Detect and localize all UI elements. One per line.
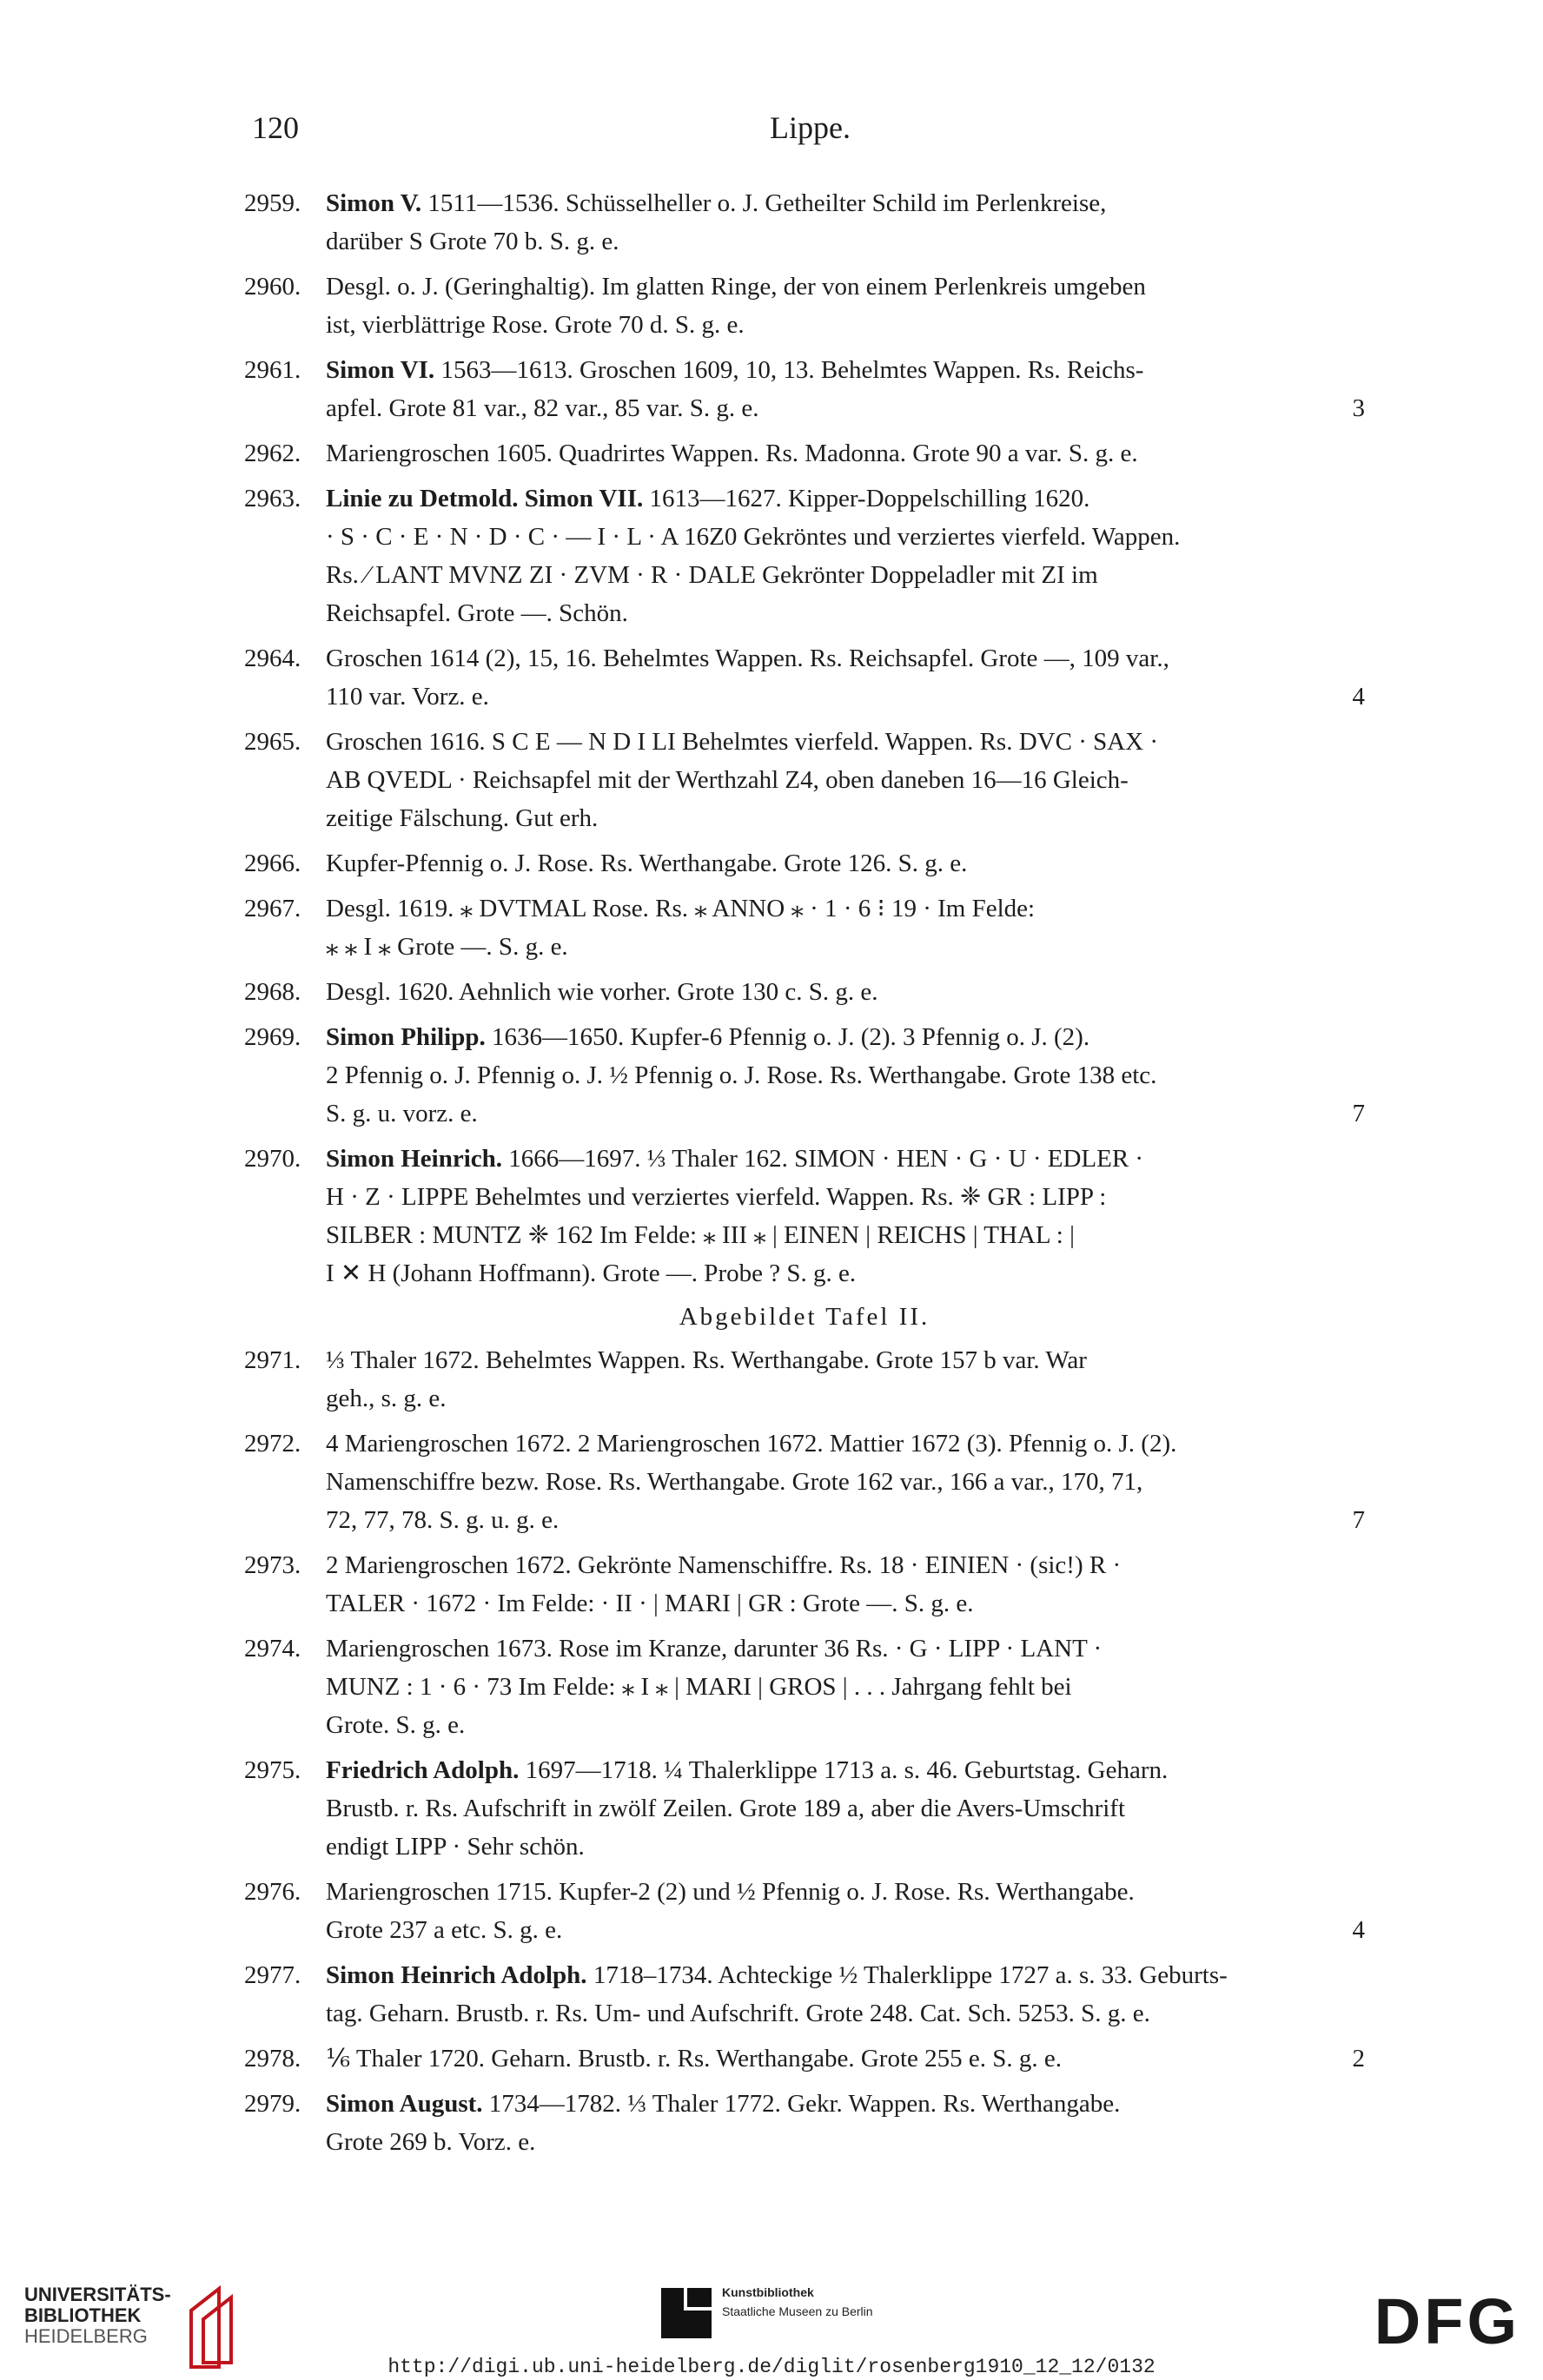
kunstbibliothek-name: Kunstbibliothek [722,2285,814,2299]
catalogue-entry [244,479,1365,632]
entry-line: ⅙ Thaler 1720. Geharn. Brustb. r. Rs. Werthangabe. Grote 255 e. S. g. e. 2 [326,2040,1365,2078]
entry-number: 2960. [244,273,301,301]
entry-line: Grote. S. g. e. [326,1711,466,1739]
entry-line: ⅓ Thaler 1672. Behelmtes Wappen. Rs. Werthangabe. Grote 157 b var. War [326,1346,1087,1374]
entry-text [326,973,1365,1011]
entry-line: Simon August. 1734—1782. ⅓ Thaler 1772. Gekr. Wappen. Rs. Werthangabe. [326,2090,1121,2118]
entry-price: 7 [1352,1506,1365,1534]
entry-number: 2961. [244,356,301,384]
entry-number: 2975. [244,1756,301,1784]
catalogue-entry [244,973,1365,1011]
entry-text [326,1630,1365,1744]
plate-reference: Abgebildet Tafel II. [679,1303,930,1331]
entry-line: Grote 269 b. Vorz. e. [326,2128,536,2156]
entry-number: 2964. [244,645,301,672]
entry-number: 2978. [244,2045,301,2073]
entry-line: I ✕ H (Johann Hoffmann). Grote —. Probe ? S. g. e. [326,1259,857,1287]
entry-line: Desgl. 1619. ⁎ DVTMAL Rose. Rs. ⁎ ANNO ⁎ · 1 · 6 ⁝ 19 · Im Felde: [326,895,1036,922]
entry-line: Groschen 1614 (2), 15, 16. Behelmtes Wappen. Rs. Reichsapfel. Grote —, 109 var., [326,645,1169,672]
catalogue-entry [244,434,1365,473]
entry-number: 2976. [244,1878,301,1906]
entry-text [326,844,1365,883]
entry-number: 2962. [244,440,301,467]
entry-text [326,1018,1365,1133]
entry-number: 2965. [244,728,301,756]
entry-line: SILBER : MUNTZ ❈ 162 Im Felde: ⁎ III ⁎ | EINEN | REICHS | THAL : | [326,1221,1075,1249]
entry-line: S. g. u. vorz. e. 7 [326,1094,1365,1133]
kunstbibliothek-mark-icon [658,2284,715,2342]
catalogue-entry [244,1751,1365,1866]
entry-number: 2959. [244,189,301,217]
catalogue-entry [244,268,1365,344]
entry-text [326,889,1365,966]
entry-line: Desgl. o. J. (Geringhaltig). Im glatten Ringe, der von einem Perlenkreis umgeben [326,273,1146,301]
page-header [0,109,1543,162]
entry-line: Mariengroschen 1673. Rose im Kranze, darunter 36 Rs. · G · LIPP · LANT · [326,1635,1103,1663]
kunstbibliothek-subtitle: Staatliche Museen zu Berlin [722,2304,873,2318]
catalogue-entry [244,1546,1365,1623]
entry-text [326,1751,1365,1866]
catalogue-entries [244,184,1365,2168]
entry-line: Namenschiffre bezw. Rose. Rs. Werthangabe. Grote 162 var., 166 a var., 170, 71, [326,1468,1143,1496]
catalogue-entry [244,844,1365,883]
catalogue-entry [244,639,1365,716]
entry-line: Mariengroschen 1605. Quadrirtes Wappen. Rs. Madonna. Grote 90 a var. S. g. e. [326,440,1138,467]
catalogue-entry [244,1425,1365,1539]
entry-line: geh., s. g. e. [326,1385,447,1412]
entry-line: apfel. Grote 81 var., 82 var., 85 var. S. g. e. 3 [326,389,1365,427]
catalogue-entry [244,2085,1365,2161]
entry-number: 2966. [244,850,301,877]
entry-number: 2968. [244,978,301,1006]
entry-text [326,1546,1365,1623]
entry-line: Grote 237 a etc. S. g. e. 4 [326,1911,1365,1949]
entry-line: Simon V. 1511—1536. Schüsselheller o. J. Getheilter Schild im Perlenkreise, [326,189,1107,217]
catalogue-entry [244,1873,1365,1949]
entry-text [326,1341,1365,1418]
entry-line: Reichsapfel. Grote —. Schön. [326,599,628,627]
entry-line: ist, vierblättrige Rose. Grote 70 d. S. g. e. [326,311,745,339]
entry-text [326,1425,1365,1539]
entry-text [326,2085,1365,2161]
entry-number: 2963. [244,485,301,512]
entry-line: Groschen 1616. S C E — N D I LI Behelmtes vierfeld. Wappen. Rs. DVC · SAX · [326,728,1159,756]
entry-number: 2971. [244,1346,301,1374]
entry-text [326,1140,1365,1292]
entry-line: 110 var. Vorz. e. 4 [326,678,1365,716]
entry-line: 2 Mariengroschen 1672. Gekrönte Namenschiffre. Rs. 18 · EINIEN · (sic!) R · [326,1551,1122,1579]
entry-line: Desgl. 1620. Aehnlich wie vorher. Grote 130 c. S. g. e. [326,978,878,1006]
entry-text [326,2040,1365,2078]
entry-line: darüber S Grote 70 b. S. g. e. [326,228,619,255]
catalogue-entry [244,1630,1365,1744]
entry-line: Linie zu Detmold. Simon VII. 1613—1627. Kipper-Doppelschilling 1620. [326,485,1090,512]
entry-line: Mariengroschen 1715. Kupfer-2 (2) und ½ Pfennig o. J. Rose. Rs. Werthangabe. [326,1878,1135,1906]
catalogue-entry [244,1140,1365,1292]
entry-line: Rs. ⁄ LANT MVNZ ZI · ZVM · R · DALE Gekrönter Doppeladler mit ZI im [326,561,1098,589]
entry-line: 4 Mariengroschen 1672. 2 Mariengroschen 1672. Mattier 1672 (3). Pfennig o. J. (2). [326,1430,1177,1458]
entry-number: 2973. [244,1551,301,1579]
entry-line: MUNZ : 1 · 6 · 73 Im Felde: ⁎ I ⁎ | MARI | GROS | . . . Jahrgang fehlt bei [326,1673,1072,1701]
entry-text [326,723,1365,837]
entry-line: Brustb. r. Rs. Aufschrift in zwölf Zeilen. Grote 189 a, aber die Avers-Umschrift [326,1795,1125,1822]
footer [0,2258,1543,2380]
entry-line: · S · C · E · N · D · C · — I · L · A 16Z0 Gekröntes und verziertes vierfeld. Wappen. [326,523,1181,551]
uni-line-3: HEIDELBERG [24,2325,148,2347]
entry-number: 2969. [244,1023,301,1051]
dfg-logo[interactable]: DFG [1374,2285,1520,2357]
entry-line: Simon VI. 1563—1613. Groschen 1609, 10, 13. Behelmtes Wappen. Rs. Reichs- [326,356,1144,384]
entry-text [326,434,1365,473]
entry-price: 2 [1352,2045,1365,2073]
entry-number: 2967. [244,895,301,922]
entry-text [326,1873,1365,1949]
entry-line: tag. Geharn. Brustb. r. Rs. Um- und Aufschrift. Grote 248. Cat. Sch. 5253. S. g. e. [326,2000,1150,2027]
entry-text [326,184,1365,261]
entry-number: 2979. [244,2090,301,2118]
catalogue-entry [244,1341,1365,1418]
entry-line: Simon Heinrich. 1666—1697. ⅓ Thaler 162. SIMON · HEN · G · U · EDLER · [326,1145,1144,1173]
permalink-url[interactable]: http://digi.ub.uni-heidelberg.de/diglit/rosenberg1910_12_12/0132 [387,2356,1156,2378]
catalogue-entry [244,351,1365,427]
entry-price: 4 [1352,1916,1365,1944]
entry-line: 72, 77, 78. S. g. u. g. e. 7 [326,1501,1365,1539]
heidelberg-library-wordmark [24,2284,171,2347]
entry-price: 4 [1352,683,1365,711]
entry-text [326,268,1365,344]
catalogue-entry [244,1018,1365,1133]
entry-text [326,351,1365,427]
entry-line: endigt LIPP · Sehr schön. [326,1833,585,1861]
entry-line: Simon Heinrich Adolph. 1718–1734. Achteckige ½ Thalerklippe 1727 a. s. 33. Geburts- [326,1961,1228,1989]
entry-line: TALER · 1672 · Im Felde: · II · | MARI | GR : Grote —. S. g. e. [326,1590,974,1617]
catalogue-entry [244,2040,1365,2078]
entry-text [326,639,1365,716]
entry-line: Simon Philipp. 1636—1650. Kupfer-6 Pfennig o. J. (2). 3 Pfennig o. J. (2). [326,1023,1090,1051]
uni-line-1: UNIVERSITÄTS- [24,2284,171,2305]
uni-line-2: BIBLIOTHEK [24,2304,142,2326]
page-number: 120 [252,110,299,145]
catalogue-entry [244,1956,1365,2033]
entry-price: 3 [1352,394,1365,422]
catalogue-entry [244,889,1365,966]
entry-text [326,479,1365,632]
entry-price: 7 [1352,1100,1365,1127]
heidelberg-library-logo[interactable] [24,2284,171,2347]
entry-number: 2974. [244,1635,301,1663]
entry-line: H · Z · LIPPE Behelmtes und verziertes vierfeld. Wappen. Rs. ❈ GR : LIPP : [326,1183,1107,1211]
catalogue-entry [244,184,1365,261]
entry-line: ⁎ ⁎ I ⁎ Grote —. S. g. e. [326,933,568,961]
entry-number: 2972. [244,1430,301,1458]
entry-number: 2970. [244,1145,301,1173]
entry-line: 2 Pfennig o. J. Pfennig o. J. ½ Pfennig o. J. Rose. Rs. Werthangabe. Grote 138 etc. [326,1061,1157,1089]
entry-line: Kupfer-Pfennig o. J. Rose. Rs. Werthangabe. Grote 126. S. g. e. [326,850,968,877]
entry-line: zeitige Fälschung. Gut erh. [326,804,599,832]
entry-line: Friedrich Adolph. 1697—1718. ¼ Thalerklippe 1713 a. s. 46. Geburtstag. Geharn. [326,1756,1169,1784]
entry-number: 2977. [244,1961,301,1989]
catalogue-entry [244,723,1365,837]
page-title: Lippe. [770,110,851,145]
entry-text [326,1956,1365,2033]
entry-line: AB QVEDL · Reichsapfel mit der Werthzahl Z4, oben daneben 16—16 Gleich- [326,766,1129,794]
